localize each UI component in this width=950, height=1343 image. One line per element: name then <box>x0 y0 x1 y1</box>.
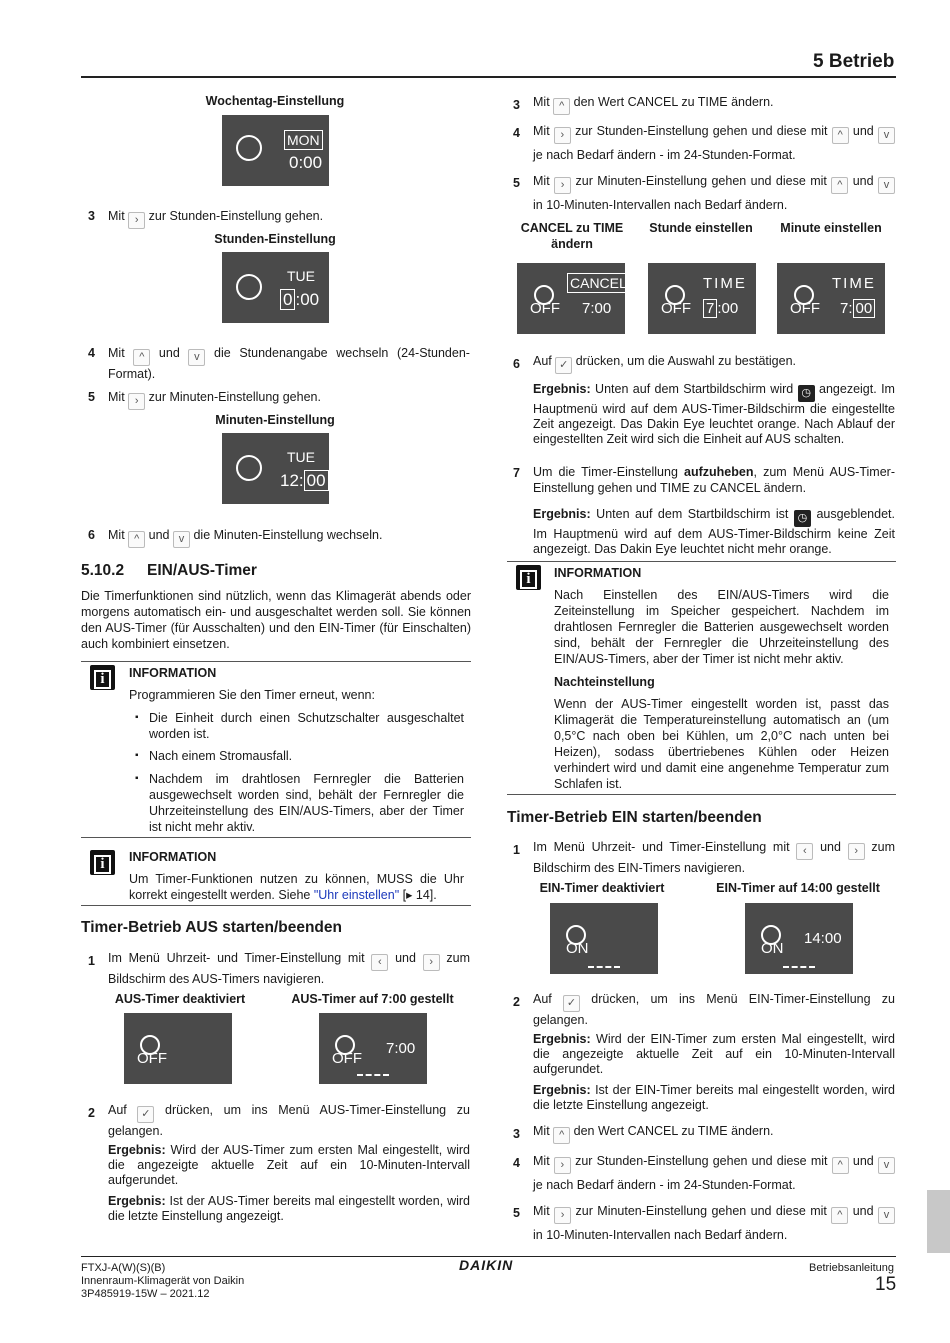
hour-value: 0 <box>280 289 295 310</box>
step-text: Auf <box>533 992 552 1006</box>
step-number: 1 <box>513 843 520 857</box>
step-text: zur Minuten-Einstellung gehen und diese mit <box>575 1204 827 1218</box>
clock-icon <box>236 274 262 300</box>
footer-manual: Betriebsanleitung <box>809 1262 895 1274</box>
indicator-bar <box>357 1074 389 1076</box>
uhr-einstellen-link[interactable]: "Uhr einstellen" <box>313 888 400 902</box>
off-label: OFF <box>530 300 560 317</box>
aus-screen-off <box>124 1013 232 1084</box>
ein-result-1 <box>533 1032 895 1077</box>
step-number: 6 <box>513 357 520 371</box>
step-text: drücken, um ins Menü EIN-Timer-Einstellung zu gelangen. <box>533 992 895 1027</box>
step-text: in 10-Minuten-Intervallen nach Bedarf ändern. <box>533 198 788 212</box>
cap-cancel: CANCEL zu TIME ändern <box>520 221 624 251</box>
check-icon: ✓ <box>563 995 580 1012</box>
step-text: Mit <box>108 209 125 223</box>
step-text: Um die Timer-Einstellung <box>533 465 678 479</box>
check-icon: ✓ <box>137 1106 154 1123</box>
info-icon: i <box>90 850 115 875</box>
step-number: 2 <box>88 1106 95 1120</box>
step-number: 3 <box>513 1127 520 1141</box>
step-text: drücken, um ins Menü AUS-Timer-Einstellung zu gelangen. <box>108 1103 470 1138</box>
step-number: 5 <box>513 1206 520 1220</box>
cancel-screen <box>517 263 625 334</box>
chevron-right-icon: › <box>554 1207 571 1224</box>
step-text: Mit <box>108 346 125 360</box>
result-text: Unten auf dem Startbildschirm ist <box>596 507 789 521</box>
time-label: 0:00 <box>289 153 323 172</box>
result-label: Ergebnis: <box>108 1143 166 1157</box>
step-number: 4 <box>513 126 520 140</box>
info-text: Nach Einstellen des EIN/AUS-Timers wird die Zeiteinstellung im Speicher gespeichert. Nachdem im drahtlosen Fernregler die Batterien ausgewechselt worden sind, behält der Fernregler die Uhrzeiteinstellung des EIN/AUS-Timers, aber der Timer ist nicht mehr aktiv. <box>554 588 889 666</box>
time-label <box>703 299 738 319</box>
result-text: Wird der AUS-Timer zum ersten Mal eingestellt, wird die angezeigte aktuelle Zeit auf ein 10-Minuten-Intervall aufgerundet. <box>108 1143 470 1187</box>
chevron-left-icon: ‹ <box>371 954 388 971</box>
ein-section-title: Timer-Betrieb EIN starten/beenden <box>507 809 762 826</box>
ein-cap-gestellt: EIN-Timer auf 14:00 gestellt <box>716 881 880 895</box>
ein-screen-off <box>550 903 658 974</box>
result-text: angezeigt. Im Hauptmenü wird auf dem AUS-Timer-Bildschirm die eingestellte Zeit angezeigt. Das Dakin Eye leuchtet orange. Nach Ablauf der eingestellten Zeit wird sich die Einheit auf AUS schalten. <box>533 382 895 446</box>
time-label <box>840 299 875 319</box>
hour-value: 7 <box>703 299 717 318</box>
header-rule <box>81 76 896 78</box>
chevron-down-icon: v <box>878 127 895 144</box>
ein-step-1-text <box>533 839 895 877</box>
chevron-down-icon: v <box>878 177 895 194</box>
result-text: Ist der AUS-Timer bereits mal eingestellt worden, wird die letzte Einstellung angezeigt. <box>108 1194 470 1223</box>
chevron-down-icon: v <box>878 1157 895 1174</box>
step-text: drücken, um die Auswahl zu bestätigen. <box>575 354 797 368</box>
step-number: 6 <box>88 528 95 542</box>
step-text: zur Stunden-Einstellung gehen. <box>148 209 324 223</box>
info-divider <box>81 661 471 662</box>
footer-doc: 3P485919-15W – 2021.12 <box>81 1288 210 1300</box>
step-text: die Minuten-Einstellung wechseln. <box>193 528 383 542</box>
r-step-7-text <box>533 464 895 496</box>
aus-section-title: Timer-Betrieb AUS starten/beenden <box>81 919 342 936</box>
minute-screen <box>222 433 329 504</box>
step-text: zum Bildschirm des EIN-Timers navigieren. <box>533 840 896 875</box>
ein-step-2-text <box>533 991 895 1029</box>
step-text: und <box>395 951 416 965</box>
step-text: Mit <box>108 528 125 542</box>
aus-result-2 <box>108 1194 470 1224</box>
chevron-right-icon: › <box>848 843 865 860</box>
result-label: Ergebnis: <box>533 507 591 521</box>
daikin-logo: DAIKIN <box>459 1257 514 1273</box>
hour-value: 7: <box>840 300 853 317</box>
step-text: Auf <box>533 354 552 368</box>
info-bullet: ▪ Nachdem im drahtlosen Fernregler die Batterien ausgewechselt worden sind, behält der Fernregler die Uhrzeiteinstellung des EIN/AUS-Timers, aber der Timer ist nicht mehr aktiv. <box>149 771 464 835</box>
day-label: MON <box>284 130 323 150</box>
hour-screen <box>222 252 329 323</box>
time-label: 7:00 <box>386 1040 416 1057</box>
step-text: , zum Menü AUS-Timer-Einstellung gehen und TIME zu CANCEL ändern. <box>533 465 895 495</box>
ein-step-3-text <box>533 1123 895 1144</box>
page-ref: [▸ 14]. <box>402 888 437 902</box>
step-text: den Wert CANCEL zu TIME ändern. <box>573 95 774 109</box>
step-text: Mit <box>533 95 550 109</box>
off-label: OFF <box>661 300 691 317</box>
info-title: INFORMATION <box>129 666 217 680</box>
step-text: und <box>852 1204 874 1218</box>
r-result-7 <box>533 507 895 557</box>
step-number: 1 <box>88 954 95 968</box>
info-icon: i <box>516 565 541 590</box>
result-text: ausgeblendet. Im Hauptmenü wird auf dem AUS-Timer-Bildschirm keine Zeit angezeigt. Das Dakin Eye leuchtet nicht mehr orange. <box>533 507 895 556</box>
time-word: TIME <box>832 275 876 292</box>
r-step-6-text <box>533 353 895 374</box>
step-text: Mit <box>533 1204 550 1218</box>
step-text: zur Minuten-Einstellung gehen und diese mit <box>575 174 827 188</box>
intro-paragraph: Die Timerfunktionen sind nützlich, wenn das Klimagerät abends oder morgens automatisch ein- und ausgeschaltet werden soll. Sie können den AUS-Timer (für Ausschalten) und den EIN-Timer (für Einschalten) auch kombiniert einsetzen. <box>81 589 471 651</box>
aus-screen-set <box>319 1013 427 1084</box>
info-title: INFORMATION <box>129 850 217 864</box>
step-number: 5 <box>88 390 95 404</box>
result-text: Ist der EIN-Timer bereits mal eingestellt worden, wird die letzte Einstellung angezeigt. <box>533 1083 895 1112</box>
chevron-up-icon: ^ <box>832 1157 849 1174</box>
chevron-right-icon: › <box>554 177 571 194</box>
off-label: OFF <box>332 1050 362 1067</box>
cap-minute: Minute einstellen <box>780 221 882 235</box>
step-text: zur Stunden-Einstellung gehen und diese mit <box>575 124 828 138</box>
minute-value: 00 <box>853 299 876 318</box>
clock-icon <box>236 455 262 481</box>
minuten-caption: Minuten-Einstellung <box>215 413 335 427</box>
step-number: 5 <box>513 176 520 190</box>
step-3-text <box>108 208 468 229</box>
check-icon: ✓ <box>555 357 572 374</box>
minute-value: :00 <box>717 300 739 317</box>
chevron-up-icon: ^ <box>553 1127 570 1144</box>
day-label: TUE <box>287 268 315 284</box>
result-text: Unten auf dem Startbildschirm wird <box>595 382 794 396</box>
step-text: und <box>852 1154 874 1168</box>
ein-step-4-text <box>533 1150 895 1196</box>
indicator-bar <box>783 966 815 968</box>
ein-screen-set <box>745 903 853 974</box>
step-text: je nach Bedarf ändern - im 24-Stunden-Format. <box>533 148 796 162</box>
side-tab <box>927 1190 950 1253</box>
step-6-text <box>108 527 468 548</box>
time-label <box>280 289 319 311</box>
step-number: 7 <box>513 466 520 480</box>
result-label: Ergebnis: <box>533 1032 591 1046</box>
info-divider <box>81 837 471 838</box>
weekday-screen <box>222 115 329 186</box>
minute-set-screen <box>777 263 885 334</box>
page-number: 15 <box>875 1274 897 1295</box>
step-text: Mit <box>533 1154 550 1168</box>
cap-stunde: Stunde einstellen <box>649 221 753 235</box>
step-text: Auf <box>108 1103 127 1117</box>
cancel-label: CANCEL <box>567 273 630 293</box>
chapter-title: 5 Betrieb <box>813 51 895 72</box>
time-label: 7:00 <box>582 300 612 317</box>
section-number: 5.10.2 <box>81 562 125 579</box>
hour-value: 12: <box>280 471 304 490</box>
ein-cap-deaktiviert: EIN-Timer deaktiviert <box>539 881 665 895</box>
step-number: 4 <box>513 1156 520 1170</box>
footer-desc: Innenraum-Klimagerät von Daikin <box>81 1275 245 1287</box>
step-5-text <box>108 389 468 410</box>
timer-off-icon: ◷ <box>798 385 815 402</box>
chevron-right-icon: › <box>128 393 145 410</box>
clock-icon <box>236 135 262 161</box>
time-label <box>280 470 329 492</box>
step-text: und <box>148 528 170 542</box>
step-text: und <box>820 840 841 854</box>
result-label: Ergebnis: <box>533 1083 591 1097</box>
step-4-text <box>108 345 470 382</box>
off-label: OFF <box>790 300 820 317</box>
info-bullet: ▪ Nach einem Stromausfall. <box>149 748 464 764</box>
step-text: die Stundenangabe wechseln (24-Stunden-Format). <box>108 346 470 381</box>
chevron-up-icon: ^ <box>831 1207 848 1224</box>
r-step-3-text <box>533 94 895 115</box>
aus-cap-deaktiviert: AUS-Timer deaktiviert <box>114 992 246 1006</box>
chevron-left-icon: ‹ <box>796 843 813 860</box>
step-text: und <box>158 346 180 360</box>
step-number: 3 <box>513 98 520 112</box>
chevron-up-icon: ^ <box>133 349 150 366</box>
chevron-up-icon: ^ <box>832 127 849 144</box>
step-text: zur Stunden-Einstellung gehen und diese mit <box>575 1154 828 1168</box>
day-label: TUE <box>287 449 315 465</box>
info-text <box>129 871 464 903</box>
stunden-caption: Stunden-Einstellung <box>214 232 336 246</box>
indicator-bar <box>588 966 620 968</box>
info-divider <box>81 905 471 906</box>
r-result-6 <box>533 382 895 447</box>
ein-step-5-text <box>533 1200 895 1246</box>
nachteinstellung-text: Wenn der AUS-Timer eingestellt worden ist, passt das Klimagerät die Temperatureinstellung automatisch an (um 0,5°C nach oben bei Kühlen, um 2,0°C nach unten bei Heizen), sodass übertriebenes Kühlen oder Heizen verhindert wird und damit eine angenehme Temperatur zum Schlafen ist. <box>554 697 889 791</box>
minute-value: :00 <box>295 290 320 309</box>
aus-step-2-text <box>108 1102 470 1140</box>
off-label: OFF <box>137 1050 167 1067</box>
hour-set-screen <box>648 263 756 334</box>
step-text: den Wert CANCEL zu TIME ändern. <box>573 1124 774 1138</box>
timer-off-icon: ◷ <box>794 510 811 527</box>
section-title: EIN/AUS-Timer <box>147 562 257 579</box>
wochentag-caption: Wochentag-Einstellung <box>205 94 345 108</box>
result-text: Wird der EIN-Timer zum ersten Mal eingestellt, wird die angezeigte aktuelle Zeit auf ein 10-Minuten-Intervall aufgerundet. <box>533 1032 895 1076</box>
time-label: 14:00 <box>804 930 842 947</box>
chevron-down-icon: v <box>878 1207 895 1224</box>
aus-cap-gestellt: AUS-Timer auf 7:00 gestellt <box>291 992 454 1006</box>
step-text: zur Minuten-Einstellung gehen. <box>148 390 321 404</box>
chevron-up-icon: ^ <box>128 531 145 548</box>
step-text: je nach Bedarf ändern - im 24-Stunden-Format. <box>533 1178 796 1192</box>
chevron-right-icon: › <box>423 954 440 971</box>
step-text: und <box>852 174 874 188</box>
step-number: 3 <box>88 209 95 223</box>
step-text: zum Bildschirm des AUS-Timers navigieren. <box>108 951 471 986</box>
step-text: Im Menü Uhrzeit- und Timer-Einstellung mit <box>533 840 790 854</box>
info-lead: Programmieren Sie den Timer erneut, wenn: <box>129 688 375 702</box>
chevron-right-icon: › <box>554 1157 571 1174</box>
step-text-bold: aufzuheben <box>684 465 754 479</box>
step-number: 2 <box>513 995 520 1009</box>
chevron-down-icon: v <box>173 531 190 548</box>
info-title: INFORMATION <box>554 566 642 580</box>
chevron-down-icon: v <box>188 349 205 366</box>
on-label: ON <box>566 940 589 957</box>
ein-result-2 <box>533 1083 895 1113</box>
result-label: Ergebnis: <box>533 382 591 396</box>
step-number: 4 <box>88 346 95 360</box>
r-step-4-text <box>533 120 895 166</box>
nachteinstellung-title: Nachteinstellung <box>554 675 655 689</box>
info-icon: i <box>90 665 115 690</box>
footer-model: FTXJ-A(W)(S)(B) <box>81 1262 166 1274</box>
chevron-right-icon: › <box>128 212 145 229</box>
on-label: ON <box>761 940 784 957</box>
info-divider <box>507 561 896 562</box>
step-text: Mit <box>533 1124 550 1138</box>
chevron-up-icon: ^ <box>553 98 570 115</box>
step-text: Im Menü Uhrzeit- und Timer-Einstellung mit <box>108 951 365 965</box>
step-text: und <box>852 124 874 138</box>
result-label: Ergebnis: <box>108 1194 166 1208</box>
step-text: Mit <box>108 390 125 404</box>
step-text: in 10-Minuten-Intervallen nach Bedarf ändern. <box>533 1228 788 1242</box>
chevron-up-icon: ^ <box>831 177 848 194</box>
step-text: Mit <box>533 124 550 138</box>
step-text: Mit <box>533 174 550 188</box>
info-bullet: ▪ Die Einheit durch einen Schutzschalter ausgeschaltet worden ist. <box>149 710 464 742</box>
info-divider <box>507 794 896 795</box>
time-word: TIME <box>703 275 747 292</box>
aus-result-1 <box>108 1143 470 1188</box>
chevron-right-icon: › <box>554 127 571 144</box>
minute-value: 00 <box>304 470 329 491</box>
aus-step-1-text <box>108 950 470 988</box>
info-text-body: Um Timer-Funktionen nutzen zu können, MUSS die Uhr korrekt eingestellt werden. Siehe <box>129 872 464 902</box>
r-step-5-text <box>533 170 895 216</box>
